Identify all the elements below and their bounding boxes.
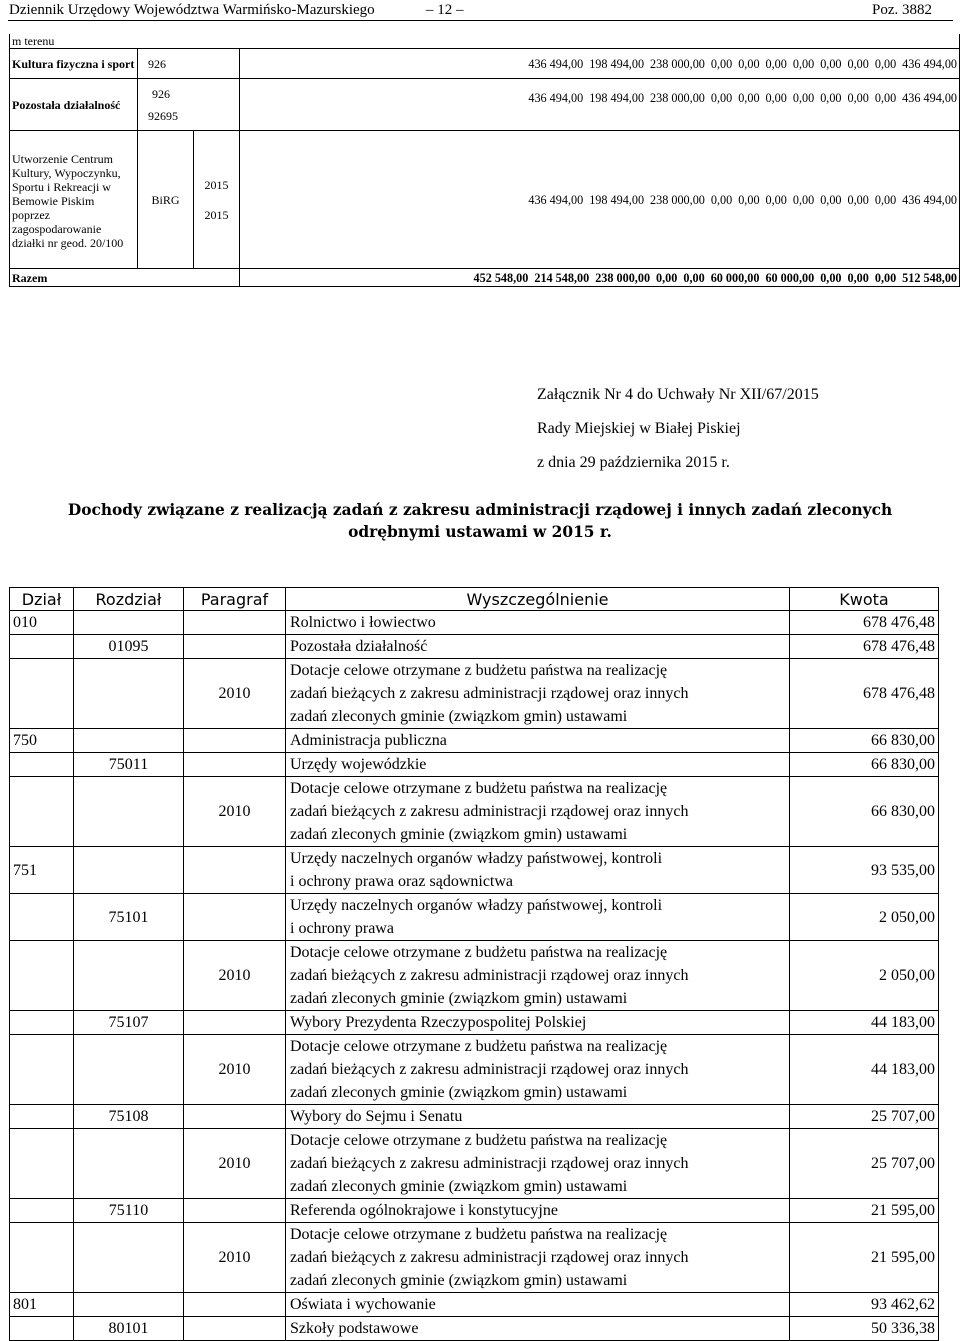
description-line: zadań zleconych gminie (związkom gmin) ustawami [290,990,628,1007]
cell-rozdzial: 75107 [74,1011,184,1035]
cell-description [286,1317,790,1341]
cell-description [286,729,790,753]
cell-dzial [10,753,74,777]
description-line: Pozostała działalność [290,638,428,655]
cell-paragraf [184,1105,286,1129]
amount-value: 0,00 [820,192,842,207]
cell-rozdzial [74,941,184,1011]
header-divider [8,20,953,21]
cell-paragraf: 2010 [184,1223,286,1293]
cell-description [286,847,790,894]
amount-value: 512 548,00 [902,270,958,285]
journal-title: Dziennik Urzędowy Województwa Warmińsko-Mazurskiego [9,2,375,18]
amount-value: 436 494,00 [528,56,584,71]
amount-value: 0,00 [792,192,815,207]
cell-dzial: 751 [10,847,74,894]
col-header-rozdzial: Rozdział [74,588,184,611]
amount-value: 0,00 [847,192,869,207]
amount-value: 238 000,00 [650,192,705,207]
cell-amount: 25 707,00 [790,1105,939,1129]
table-row [10,611,939,635]
cell-rozdzial [74,659,184,729]
table-row [10,941,939,1011]
amount-value: 436 494,00 [902,56,958,71]
cell-paragraf [184,729,286,753]
cell-dzial [10,1105,74,1129]
description-line: Dotacje celowe otrzymane z budżetu państwa na realizację [290,1038,668,1055]
table-row [10,1105,939,1129]
amount-value: 0,00 [847,270,869,285]
table-row [10,1129,939,1199]
cell-description [286,1035,790,1105]
description-line: Oświata i wychowanie [290,1296,436,1313]
cell-description [286,659,790,729]
table-row [10,635,939,659]
cell-description [286,611,790,635]
total-values [240,269,960,287]
amount-value: 0,00 [820,56,842,71]
table-row [10,131,960,269]
cell-dzial [10,1035,74,1105]
year-start: 2015 [204,177,229,192]
cell-description [286,941,790,1011]
amount-value: 198 494,00 [589,192,645,207]
cell-amount: 21 595,00 [790,1223,939,1293]
cell-amount: 66 830,00 [790,753,939,777]
table-row [10,1035,939,1105]
row-name: Kultura fizyczna i sport [10,49,138,79]
description-line: Dotacje celowe otrzymane z budżetu państwa na realizację [290,780,668,797]
cell-amount: 678 476,48 [790,659,939,729]
amount-value: 436 494,00 [902,90,958,105]
table-row [10,49,960,79]
description-line: zadań zleconych gminie (związkom gmin) ustawami [290,708,628,725]
cell-description [286,1293,790,1317]
cell-paragraf [184,1293,286,1317]
cell-dzial [10,635,74,659]
cell-paragraf: 2010 [184,941,286,1011]
cell-description [286,1223,790,1293]
amount-value: 436 494,00 [902,192,958,207]
page-header [0,0,960,22]
cell-dzial [10,941,74,1011]
description-line: zadań bieżących z zakresu administracji rządowej oraz innych [290,1061,689,1078]
cell-rozdzial: 01095 [74,635,184,659]
cell-description [286,1199,790,1223]
description-line: Dotacje celowe otrzymane z budżetu państwa na realizację [290,1226,668,1243]
amount-value: 0,00 [765,56,787,71]
attachment-council: Rady Miejskiej w Białej Piskiej [537,420,741,437]
cell-description [286,1129,790,1199]
amount-value: 0,00 [792,90,815,105]
amount-value: 0,00 [710,192,733,207]
cell-paragraf: 2010 [184,659,286,729]
cell-amount: 93 535,00 [790,847,939,894]
amount-value: 0,00 [738,90,760,105]
description-line: Urzędy naczelnych organów władzy państwowej, kontroli [290,850,663,867]
dzial-code: 926 [138,49,240,79]
cell-amount: 2 050,00 [790,941,939,1011]
cell-amount: 2 050,00 [790,894,939,941]
description-line: zadań zleconych gminie (związkom gmin) ustawami [290,1084,628,1101]
amount-value: 0,00 [710,90,733,105]
cell-dzial [10,1011,74,1035]
cell-amount: 66 830,00 [790,729,939,753]
fragment-label: m terenu [10,34,960,49]
cell-rozdzial [74,1129,184,1199]
cell-amount: 44 183,00 [790,1035,939,1105]
amount-value: 436 494,00 [528,90,584,105]
amount-value: 0,00 [874,56,897,71]
amount-value: 0,00 [874,270,897,285]
table-row [10,729,939,753]
amount-value: 452 548,00 [473,270,529,285]
cell-dzial [10,777,74,847]
cell-rozdzial [74,847,184,894]
amount-value: 0,00 [820,90,842,105]
description-line: zadań zleconych gminie (związkom gmin) ustawami [290,1178,628,1195]
amount-value: 0,00 [847,90,869,105]
table-row [10,1293,939,1317]
title-line-2: odrębnymi ustawami w 2015 r. [348,523,612,541]
cell-rozdzial: 80101 [74,1317,184,1341]
cell-dzial [10,894,74,941]
cell-dzial [10,1199,74,1223]
cell-description [286,635,790,659]
investment-table [9,34,960,287]
total-row [10,269,960,287]
cell-paragraf: 2010 [184,1035,286,1105]
description-line: zadań bieżących z zakresu administracji rządowej oraz innych [290,1249,689,1266]
cell-dzial: 010 [10,611,74,635]
table-header [10,588,939,611]
cell-description [286,753,790,777]
cell-paragraf [184,635,286,659]
cell-description [286,1011,790,1035]
amount-value: 0,00 [874,90,897,105]
cell-dzial [10,659,74,729]
amount-value: 0,00 [792,56,815,71]
cell-paragraf: 2010 [184,1129,286,1199]
description-line: Dotacje celowe otrzymane z budżetu państwa na realizację [290,1132,668,1149]
cell-rozdzial: 75101 [74,894,184,941]
description-line: zadań bieżących z zakresu administracji rządowej oraz innych [290,967,689,984]
row-name: Pozostała działalność [10,79,138,131]
table-row [10,894,939,941]
col-header-paragraf: Paragraf [184,588,286,611]
description-line: Administracja publiczna [290,732,447,749]
cell-paragraf [184,611,286,635]
description-line: Dotacje celowe otrzymane z budżetu państwa na realizację [290,662,668,679]
cell-paragraf [184,894,286,941]
cell-dzial: 801 [10,1293,74,1317]
cell-paragraf [184,1317,286,1341]
description-line: Urzędy wojewódzkie [290,756,427,773]
row-values [240,131,960,269]
cell-dzial [10,1223,74,1293]
amount-value: 0,00 [820,270,842,285]
cell-amount: 678 476,48 [790,635,939,659]
amount-value: 0,00 [683,270,705,285]
table-row [10,753,939,777]
cell-rozdzial [74,1293,184,1317]
description-line: zadań zleconych gminie (związkom gmin) ustawami [290,826,628,843]
amount-value: 0,00 [874,192,897,207]
amount-value: 238 000,00 [595,270,651,285]
income-table [9,587,939,1341]
years [194,131,240,269]
description-line: Dotacje celowe otrzymane z budżetu państwa na realizację [290,944,668,961]
year-end: 2015 [204,207,229,222]
table-row [10,79,960,131]
cell-description [286,894,790,941]
description-line: Rolnictwo i łowiectwo [290,614,436,631]
amount-value: 436 494,00 [528,192,584,207]
cell-amount: 44 183,00 [790,1011,939,1035]
page-number: – 12 – [426,2,464,18]
amount-value: 0,00 [738,56,760,71]
cell-amount: 50 336,38 [790,1317,939,1341]
cell-amount: 678 476,48 [790,611,939,635]
cell-amount: 66 830,00 [790,777,939,847]
amount-value: 198 494,00 [589,90,645,105]
description-line: Wybory Prezydenta Rzeczypospolitej Polskiej [290,1014,587,1031]
cell-rozdzial: 75011 [74,753,184,777]
document-title [0,499,960,543]
description-line: i ochrony prawa oraz sądownictwa [290,873,514,890]
cell-rozdzial [74,729,184,753]
cell-rozdzial [74,1223,184,1293]
description-line: i ochrony prawa [290,920,394,937]
cell-amount: 25 707,00 [790,1129,939,1199]
amount-value: 0,00 [710,56,733,71]
position-number: Poz. 3882 [872,2,932,18]
col-header-amount: Kwota [790,588,939,611]
total-label: Razem [10,269,240,287]
amount-value: 0,00 [765,192,787,207]
table-row [10,847,939,894]
table-row [10,659,939,729]
dzial-code: 926 [152,86,170,101]
cell-description [286,1105,790,1129]
cell-rozdzial [74,1035,184,1105]
description-line: zadań zleconych gminie (związkom gmin) ustawami [290,1272,628,1289]
amount-value: 238 000,00 [650,90,705,105]
attachment-number: Załącznik Nr 4 do Uchwały Nr XII/67/2015 [537,386,819,403]
cell-amount: 93 462,62 [790,1293,939,1317]
amount-value: 214 548,00 [534,270,590,285]
description-line: Referenda ogólnokrajowe i konstytucyjne [290,1202,558,1219]
cell-rozdzial: 75110 [74,1199,184,1223]
cell-dzial: 750 [10,729,74,753]
col-header-dzial: Dział [10,588,74,611]
description-line: zadań bieżących z zakresu administracji rządowej oraz innych [290,685,689,702]
cell-dzial [10,1129,74,1199]
amount-value: 0,00 [765,90,787,105]
cell-paragraf: 2010 [184,777,286,847]
table-row [10,1199,939,1223]
title-line-1: Dochody związane z realizacją zadań z zakresu administracji rządowej i innych zadań zleconych [67,501,893,519]
table-row [10,1317,939,1341]
col-header-description: Wyszczególnienie [286,588,790,611]
amount-value: 60 000,00 [710,270,760,285]
row-values [240,79,960,131]
rozdzial-code: 92695 [148,108,178,123]
table-row [10,1223,939,1293]
dzial-rozdzial [138,79,240,131]
cell-paragraf [184,847,286,894]
table-row [10,777,939,847]
cell-amount: 21 595,00 [790,1199,939,1223]
amount-value: 198 494,00 [589,56,645,71]
description-line: zadań bieżących z zakresu administracji rządowej oraz innych [290,803,689,820]
description-line: Urzędy naczelnych organów władzy państwowej, kontroli [290,897,663,914]
amount-value: 0,00 [738,192,760,207]
description-line: Szkoły podstawowe [290,1320,419,1337]
amount-value: 60 000,00 [765,270,815,285]
cell-paragraf [184,1199,286,1223]
table-row [10,1011,939,1035]
cell-rozdzial [74,777,184,847]
attachment-date: z dnia 29 października 2015 r. [537,454,730,471]
description-line: Wybory do Sejmu i Senatu [290,1108,463,1125]
unit-code: BiRG [138,131,194,269]
cell-dzial [10,1317,74,1341]
description-line: zadań bieżących z zakresu administracji rządowej oraz innych [290,1155,689,1172]
cell-rozdzial: 75108 [74,1105,184,1129]
amount-value: 0,00 [847,56,869,71]
cell-rozdzial [74,611,184,635]
cell-description [286,777,790,847]
row-name: Utworzenie Centrum Kultury, Wypoczynku, Sportu i Rekreacji w Bemowie Piskim poprzez zagospodarowanie działki nr geod. 20/100 [10,131,138,269]
cell-paragraf [184,753,286,777]
cell-paragraf [184,1011,286,1035]
amount-value: 238 000,00 [650,56,705,71]
row-values [240,49,960,79]
amount-value: 0,00 [656,270,678,285]
